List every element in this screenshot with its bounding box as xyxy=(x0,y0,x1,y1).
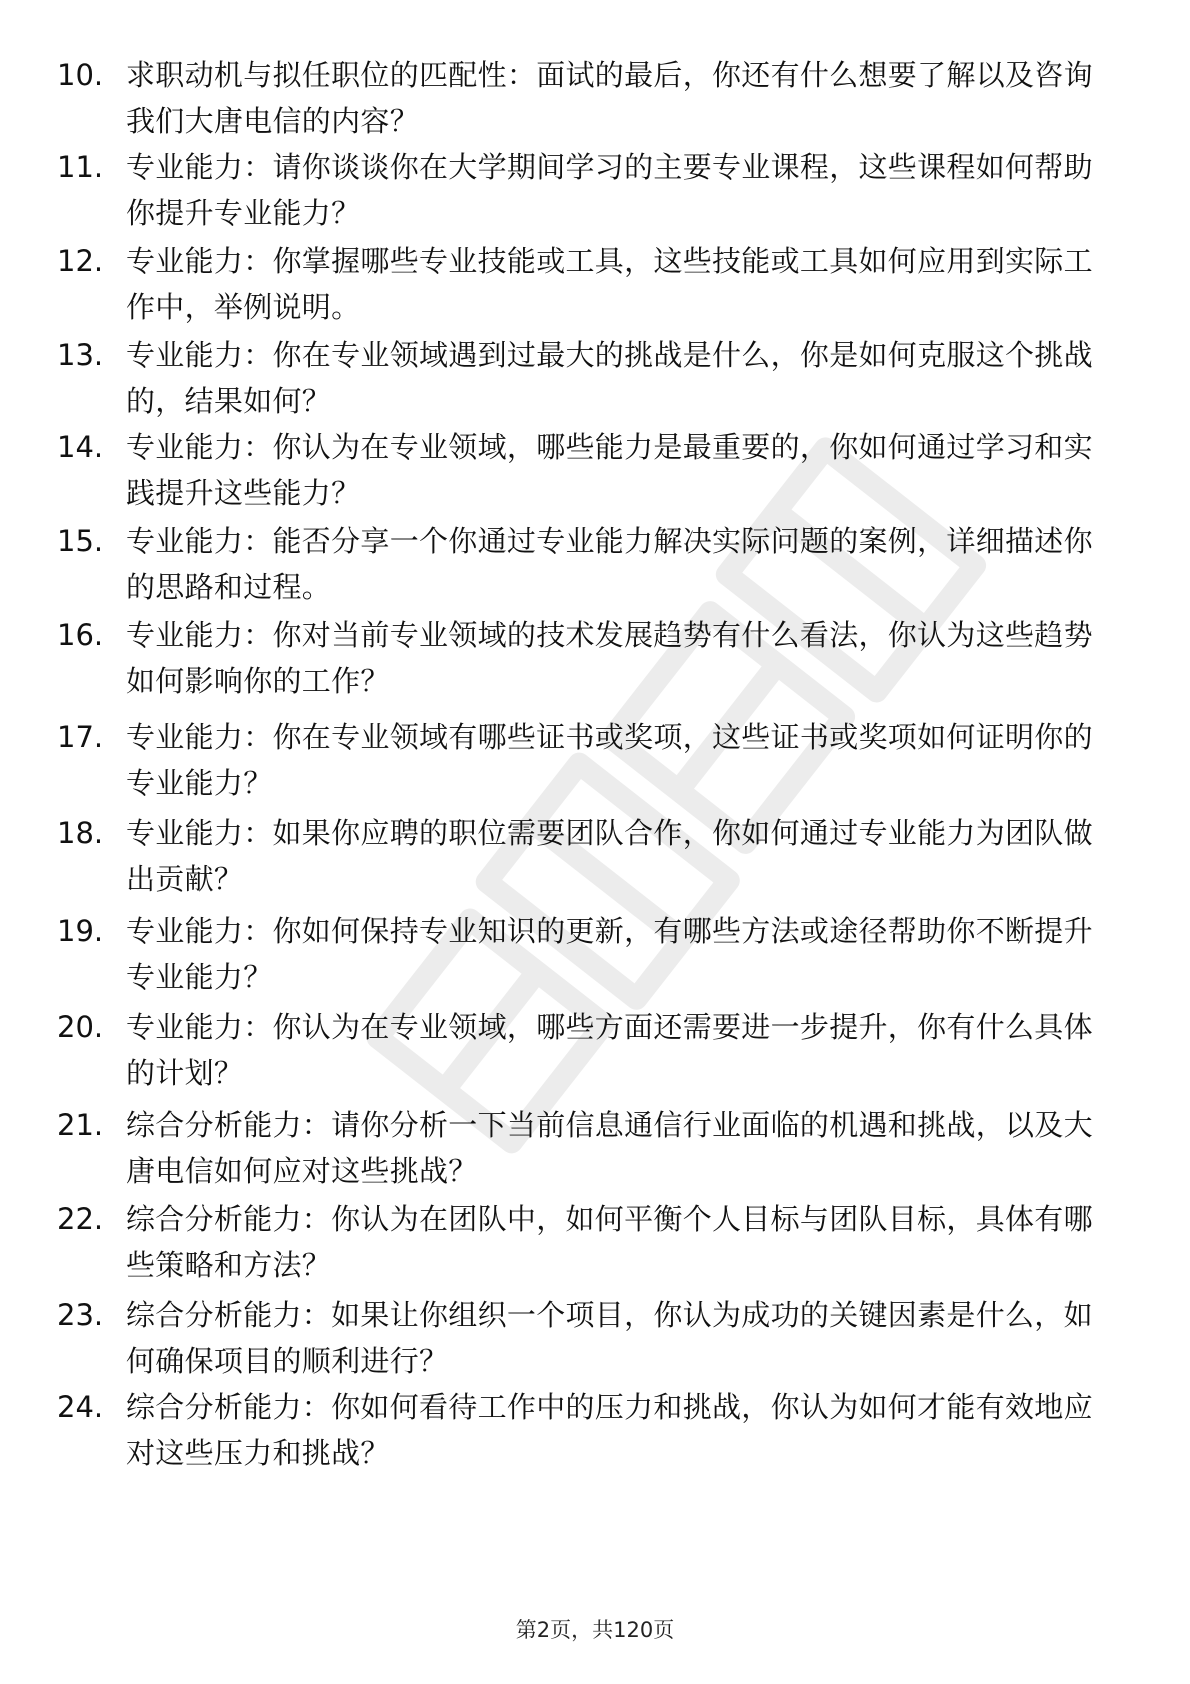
question-text: 求职动机与拟任职位的匹配性：面试的最后，你还有什么想要了解以及咨询我们大唐电信的内容？ xyxy=(126,58,1093,138)
question-number: 12. xyxy=(57,244,104,278)
list-item xyxy=(0,238,1190,334)
question-number: 10. xyxy=(57,58,104,92)
list-item xyxy=(0,518,1190,614)
question-text: 专业能力：你在专业领域有哪些证书或奖项，这些证书或奖项如何证明你的专业能力？ xyxy=(126,720,1093,800)
list-item xyxy=(0,908,1190,1004)
question-number: 11. xyxy=(57,150,104,184)
question-text: 专业能力：你认为在专业领域，哪些方面还需要进一步提升，你有什么具体的计划？ xyxy=(126,1010,1093,1090)
question-number: 24. xyxy=(57,1390,104,1424)
question-number: 21. xyxy=(57,1108,104,1142)
question-text: 专业能力：你在专业领域遇到过最大的挑战是什么，你是如何克服这个挑战的，结果如何？ xyxy=(126,338,1093,418)
list-item xyxy=(0,1004,1190,1100)
question-text: 专业能力：如果你应聘的职位需要团队合作，你如何通过专业能力为团队做出贡献？ xyxy=(126,816,1093,896)
question-text: 专业能力：能否分享一个你通过专业能力解决实际问题的案例，详细描述你的思路和过程。 xyxy=(126,524,1093,604)
page-footer: 第2页，共120页 xyxy=(515,1618,675,1642)
question-number: 20. xyxy=(57,1010,104,1044)
question-text: 专业能力：你对当前专业领域的技术发展趋势有什么看法，你认为这些趋势如何影响你的工作？ xyxy=(126,618,1093,698)
question-number: 22. xyxy=(57,1202,104,1236)
list-item xyxy=(0,424,1190,520)
list-item xyxy=(0,52,1190,148)
question-text: 综合分析能力：如果让你组织一个项目，你认为成功的关键因素是什么，如何确保项目的顺利进行？ xyxy=(126,1298,1093,1378)
question-text: 综合分析能力：你认为在团队中，如何平衡个人目标与团队目标，具体有哪些策略和方法？ xyxy=(126,1202,1093,1282)
question-text: 专业能力：你认为在专业领域，哪些能力是最重要的，你如何通过学习和实践提升这些能力？ xyxy=(126,430,1093,510)
question-number: 14. xyxy=(57,430,104,464)
question-text: 专业能力：你掌握哪些专业技能或工具，这些技能或工具如何应用到实际工作中，举例说明。 xyxy=(126,244,1093,324)
list-item xyxy=(0,144,1190,240)
question-number: 17. xyxy=(57,720,104,754)
list-item xyxy=(0,612,1190,708)
question-text: 综合分析能力：请你分析一下当前信息通信行业面临的机遇和挑战，以及大唐电信如何应对这些挑战？ xyxy=(126,1108,1093,1188)
question-number: 15. xyxy=(57,524,104,558)
list-item xyxy=(0,1102,1190,1198)
question-text: 专业能力：你如何保持专业知识的更新，有哪些方法或途径帮助你不断提升专业能力？ xyxy=(126,914,1093,994)
list-item xyxy=(0,1384,1190,1480)
list-item xyxy=(0,714,1190,810)
question-number: 16. xyxy=(57,618,104,652)
question-number: 13. xyxy=(57,338,104,372)
list-item xyxy=(0,810,1190,906)
question-number: 19. xyxy=(57,914,104,948)
list-item xyxy=(0,332,1190,428)
list-item xyxy=(0,1292,1190,1388)
question-text: 专业能力：请你谈谈你在大学期间学习的主要专业课程，这些课程如何帮助你提升专业能力？ xyxy=(126,150,1093,230)
question-number: 23. xyxy=(57,1298,104,1332)
list-item xyxy=(0,1196,1190,1292)
question-number: 18. xyxy=(57,816,104,850)
question-text: 综合分析能力：你如何看待工作中的压力和挑战，你认为如何才能有效地应对这些压力和挑战？ xyxy=(126,1390,1093,1470)
